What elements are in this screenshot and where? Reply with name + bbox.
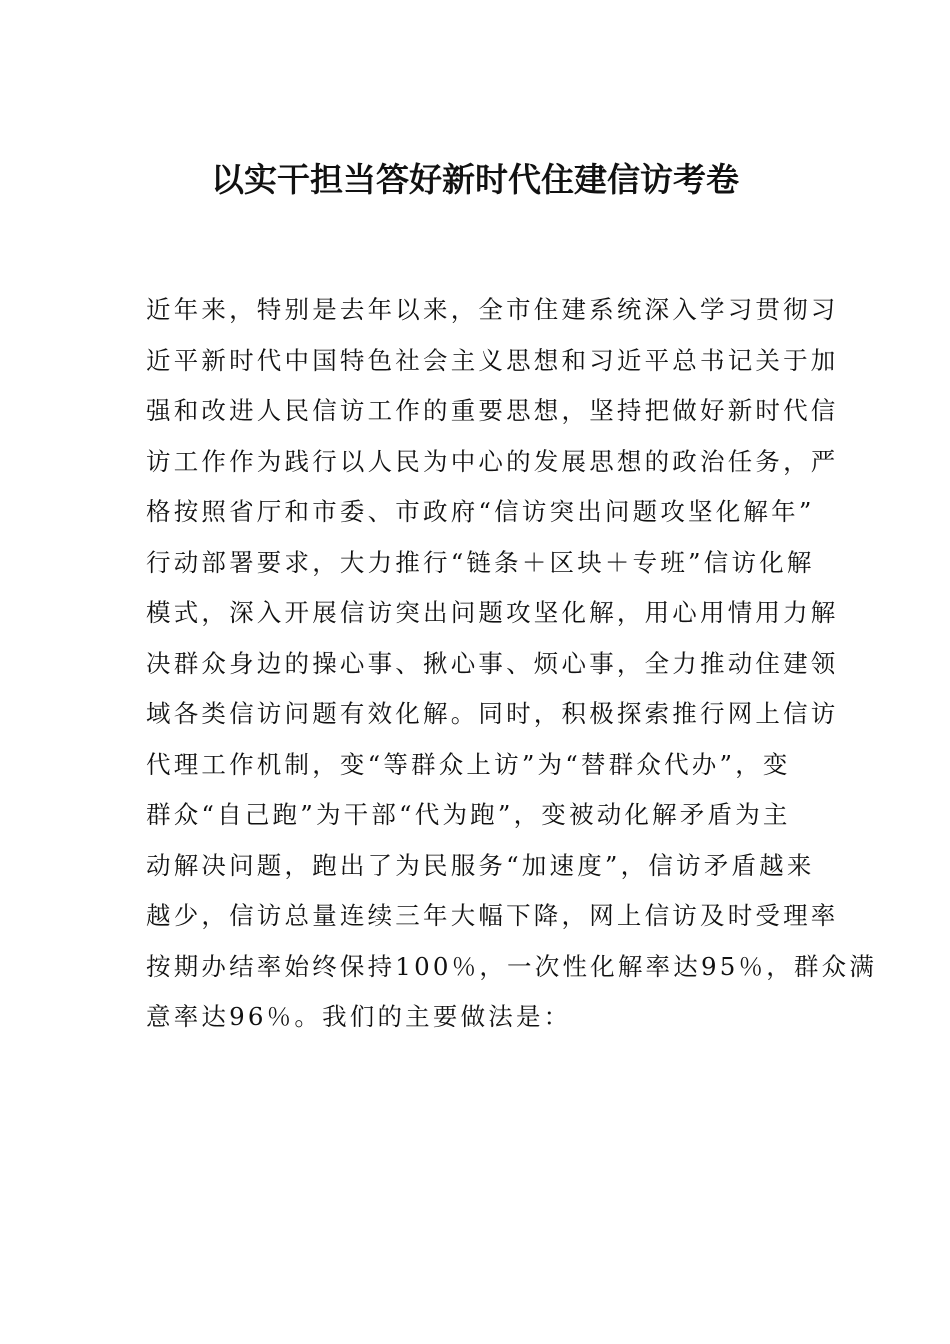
paragraph-line: 近平新时代中国特色社会主义思想和习近平总书记关于加 bbox=[146, 345, 839, 375]
document-title: 以实干担当答好新时代住建信访考卷 bbox=[211, 160, 739, 199]
paragraph-line: 决群众身边的操心事、揪心事、烦心事，全力推动住建领 bbox=[146, 648, 839, 678]
body-paragraph bbox=[146, 285, 878, 1043]
paragraph-line: 越少，信访总量连续三年大幅下降，网上信访及时受理率 bbox=[146, 901, 839, 930]
paragraph-line: 动解决问题，跑出了为民服务“加速度”，信访矛盾越来 bbox=[146, 850, 815, 880]
paragraph-line: 强和改进人民信访工作的重要思想，坚持把做好新时代信 bbox=[146, 396, 839, 425]
paragraph-line: 群众“自己跑”为干部“代为跑”，变被动化解矛盾为主 bbox=[146, 800, 791, 829]
paragraph-line: 按期办结率始终保持100％，一次性化解率达95％，群众满 bbox=[146, 951, 878, 981]
paragraph-line: 代理工作机制，变“等群众上访”为“替群众代办”，变 bbox=[146, 749, 791, 779]
paragraph-line: 行动部署要求，大力推行“链条＋区块＋专班”信访化解 bbox=[146, 547, 815, 577]
paragraph-line: 近年来，特别是去年以来，全市住建系统深入学习贯彻习 bbox=[146, 295, 839, 324]
paragraph-line: 意率达96％。我们的主要做法是： bbox=[146, 1002, 572, 1031]
paragraph-line: 模式，深入开展信访突出问题攻坚化解，用心用情用力解 bbox=[146, 598, 839, 627]
paragraph-line: 访工作作为践行以人民为中心的发展思想的政治任务，严 bbox=[146, 446, 839, 476]
paragraph-line: 格按照省厅和市委、市政府“信访突出问题攻坚化解年” bbox=[146, 497, 815, 526]
paragraph-line: 域各类信访问题有效化解。同时，积极探索推行网上信访 bbox=[146, 699, 839, 728]
